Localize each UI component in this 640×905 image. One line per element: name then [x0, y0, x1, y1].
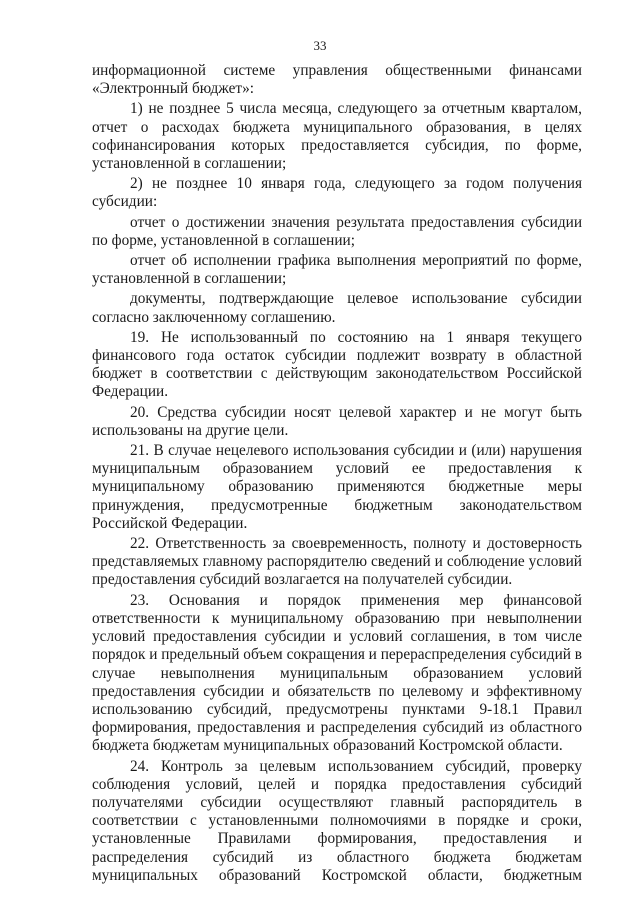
- paragraph-19: 19. Не использованный по состоянию на 1 января текущего финансового года остаток субсидии подлежит возврату в областной бюджет в соответствии с действующим законодательством Российской Федерации.: [92, 328, 582, 401]
- paragraph-documents: документы, подтверждающие целевое использование субсидии согласно заключенному соглашению.: [92, 290, 582, 326]
- paragraph-21: 21. В случае нецелевого использования субсидии и (или) нарушения муниципальным образованием условий ее предоставления к муниципальному образованию применяются бюджетные меры принуждения, предусмотренные бюджетным законодательством Российской Федерации.: [92, 442, 582, 532]
- paragraph-23: 23. Основания и порядок применения мер финансовой ответственности к муниципальному образованию при невыполнении условий предоставления субсидии и условий соглашения, в том числе порядок и предельный объем сокращения и перераспределения субсидий в случае невыполнения муниципальным образованием условий предоставления субсидии и обязательств по целевому и эффективному использованию субсидий, предусмотрены пунктами 9-18.1 Правил формирования, предоставления и распределения субсидий из областного бюджета бюджетам муниципальных образований Костромской области.: [92, 591, 582, 755]
- paragraph-report-schedule: отчет об исполнении графика выполнения мероприятий по форме, установленной в соглашении;: [92, 252, 582, 288]
- paragraph-24: 24. Контроль за целевым использованием субсидий, проверку соблюдения условий, целей и порядка предоставления субсидий получателями субсидии осуществляют главный распорядитель в соответствии с установленными полномочиями в порядке и сроки, установленные Правилами формирования, предоставления и распределения субсидий из областного бюджета бюджетам муниципальных образований Костромской области, бюджетным: [92, 757, 582, 884]
- paragraph-item-2: 2) не позднее 10 января года, следующего за годом получения субсидии:: [92, 175, 582, 211]
- document-body: [92, 62, 582, 885]
- paragraph-item-1: 1) не позднее 5 числа месяца, следующего за отчетным кварталом, отчет о расходах бюджета муниципального образования, в целях софинансирования которых предоставляется субсидия, по форме, установленной в соглашении;: [92, 100, 582, 173]
- paragraph-22: 22. Ответственность за своевременность, полноту и достоверность представляемых главному распорядителю сведений и соблюдение условий предоставления субсидий возлагается на получателей субсидии.: [92, 535, 582, 589]
- paragraph-report-result: отчет о достижении значения результата предоставления субсидии по форме, установленной в соглашении;: [92, 213, 582, 249]
- paragraph-continuation: информационной системе управления общественными финансами «Электронный бюджет»:: [92, 62, 582, 98]
- paragraph-20: 20. Средства субсидии носят целевой характер и не могут быть использованы на другие цели.: [92, 403, 582, 439]
- page-number: 33: [313, 38, 327, 53]
